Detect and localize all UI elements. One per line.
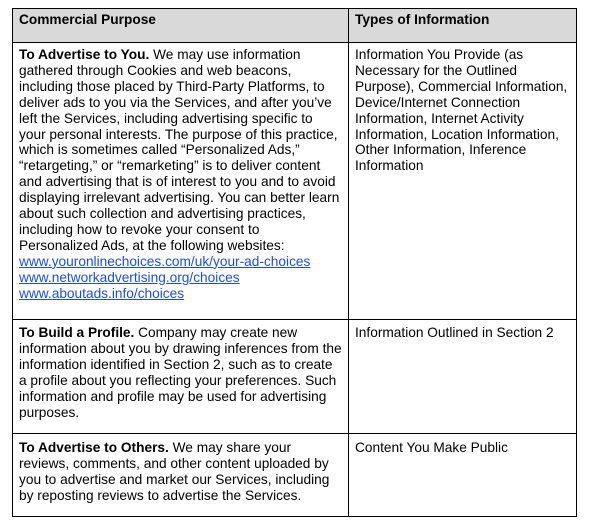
purpose-description: Company may create new information about you by drawing inferences from the information identified in Section 2, such as to create a profile about you reflecting your preferences. Such information and profile may be used for advertising purposes.	[19, 325, 342, 420]
header-commercial-purpose: Commercial Purpose	[13, 9, 349, 43]
purpose-title: To Advertise to You.	[19, 47, 150, 62]
purpose-cell	[13, 320, 349, 434]
table-row	[13, 320, 577, 434]
table-row	[13, 43, 577, 320]
types-cell: Information You Provide (as Necessary for the Outlined Purpose), Commercial Information, Device/Internet Connection Information, Internet Activity Information, Location Information, Other Information, Inference Information	[349, 43, 577, 320]
link-aboutads[interactable]: www.aboutads.info/choices	[19, 285, 185, 301]
link-list	[19, 254, 342, 302]
purpose-cell	[13, 43, 349, 320]
link-networkadvertising[interactable]: www.networkadvertising.org/choices	[19, 269, 240, 285]
purpose-title: To Build a Profile.	[19, 325, 135, 340]
purpose-description: We may share your reviews, comments, and other content uploaded by you to advertise and market our Services, including by reposting reviews to advertise the Services.	[19, 440, 330, 503]
types-cell: Information Outlined in Section 2	[349, 320, 577, 434]
types-cell: Content You Make Public	[349, 434, 577, 517]
purpose-description: We may use information gathered through Cookies and web beacons, including those placed by Third-Party Platforms, to deliver ads to you via the Services, and after you’ve left the Services, including advertising specific to your personal interests. The purpose of this practice, which is sometimes called “Personalized Ads,” “retargeting,” or “remarketing” is to deliver content and advertising that is of interest to you and to avoid displaying irrelevant advertising. You can better learn about such collection and advertising practices, including how to revoke your consent to Personalized Ads, at the following websites:	[19, 47, 340, 253]
purpose-title: To Advertise to Others.	[19, 440, 169, 455]
header-types-of-information: Types of Information	[349, 9, 577, 43]
link-youronlinechoices[interactable]: www.youronlinechoices.com/uk/your-ad-choices	[19, 253, 311, 269]
header-row	[13, 9, 577, 43]
table-row	[13, 434, 577, 517]
purpose-table	[12, 8, 577, 517]
purpose-cell	[13, 434, 349, 517]
